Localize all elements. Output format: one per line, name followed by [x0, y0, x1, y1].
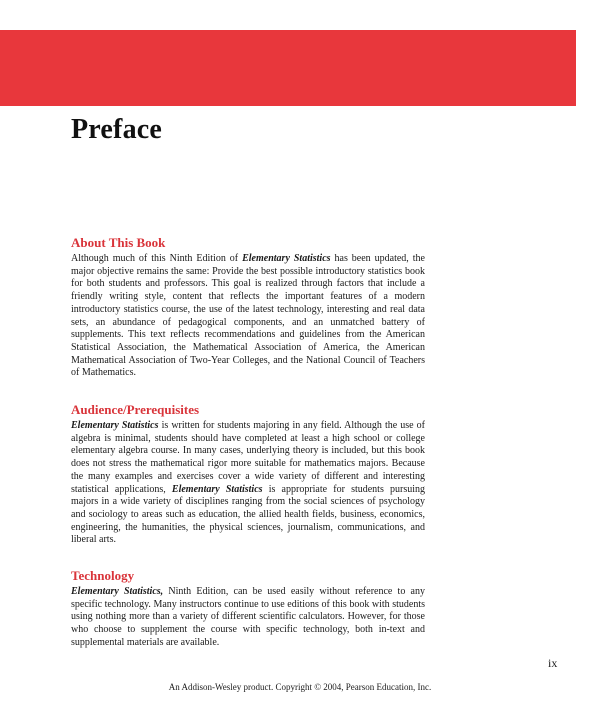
book-title-emphasis: Elementary Statistics [71, 420, 159, 431]
section-paragraph-technology [71, 586, 425, 650]
copyright-footer: An Addison-Wesley product. Copyright © 2004, Pearson Education, Inc. [168, 682, 432, 692]
text-run: Ninth Edition, can be used easily without reference to any specific technology. Many instructors continue to use editions of this book with students using nothing more than a variety of different scientific calculators. However, for those who choose to supplement the course with specific technology, both in-text and supplemental materials are available. [71, 586, 425, 648]
book-title-emphasis: Elementary Statistics, [71, 586, 164, 597]
section-heading-about: About This Book [71, 235, 166, 250]
section-paragraph-about [71, 253, 425, 380]
section-heading-audience: Audience/Prerequisites [71, 402, 200, 417]
section-heading-technology: Technology [71, 568, 135, 583]
page-number: ix [548, 656, 558, 670]
book-title-emphasis: Elementary Statistics [171, 483, 263, 495]
text-run: has been updated, the major objective remains the same: Provide the best possible introductory statistics book for both students and professors. This goal is realized through factors that include a friendly writing style, content that reflects the important features of a modern introductory statistics course, the use of the latest technology, interesting and real data sets, an abundance of pedagogical components, and an unmatched battery of supplements. This text reflects recommendations and guidelines from the American Statistical Association, the Mathematical Association of America, the American Mathematical Association of Two-Year Colleges, and the National Council of Teachers of Mathematics. [71, 253, 425, 379]
text-run: is written for students majoring in any field. Although the use of algebra is minimal, students should have completed at least a high school or college elementary algebra course. In many cases, underlying theory is included, but this book does not stress the mathematical rigor more suitable for mathematics majors. Because the many examples and exercises cover a wide variety of different and interesting statistical applications, [71, 420, 425, 495]
header-banner [0, 30, 576, 106]
section-paragraph-audience [71, 420, 425, 547]
page-title: Preface [71, 114, 163, 145]
text-run: is appropriate for students pursuing majors in a wide variety of disciplines ranging from the social sciences of psychology and sociology to areas such as education, the allied health fields, business, economics, engineering, the humanities, the physical sciences, journalism, communications, and liberal arts. [71, 483, 426, 546]
book-title-emphasis: Elementary Statistics [242, 253, 331, 264]
text-run: Although much of this Ninth Edition of [71, 253, 243, 264]
